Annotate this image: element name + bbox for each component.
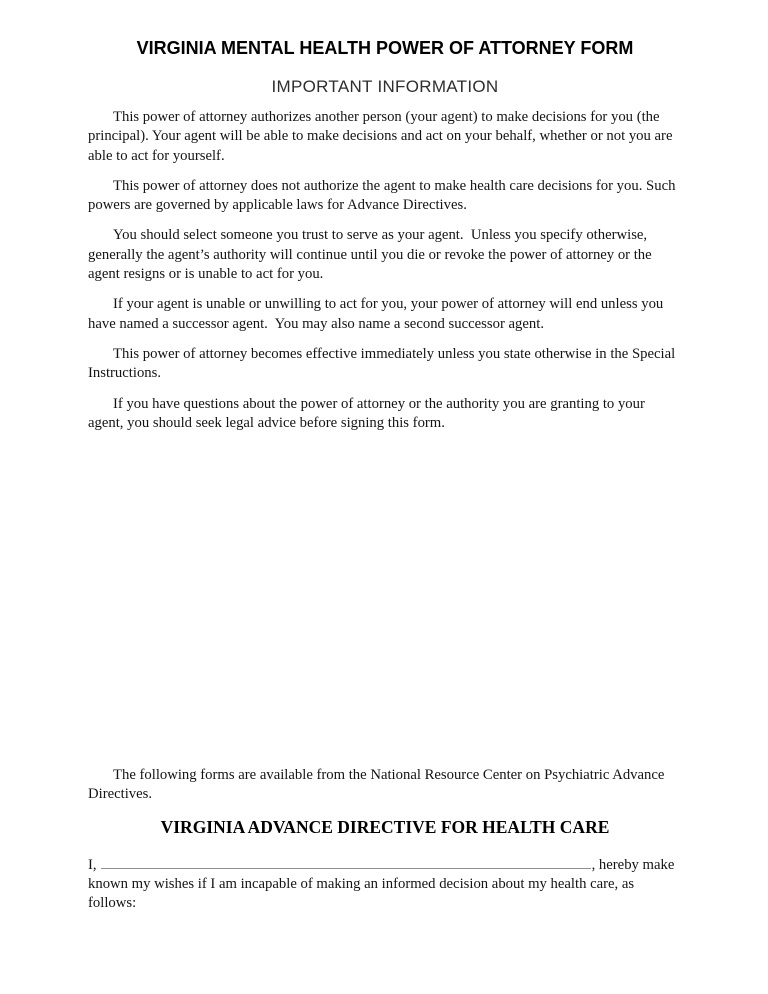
info-paragraph-legal-advice: If you have questions about the power of attorney or the authority you are granting to your agent, you should seek legal advice before signing this form. bbox=[88, 395, 649, 431]
info-paragraph-not-health-care: This power of attorney does not authorize the agent to make health care decisions for you. Such powers are governed by applicable laws for Advance Directives. bbox=[88, 177, 680, 214]
page-title: VIRGINIA MENTAL HEALTH POWER OF ATTORNEY FORM bbox=[136, 38, 634, 58]
principal-name-prefix: I, bbox=[88, 856, 97, 873]
page-subtitle: IMPORTANT INFORMATION bbox=[271, 77, 499, 96]
page-break-spacer bbox=[88, 433, 682, 755]
info-paragraph-successor-agent: If your agent is unable or unwilling to act for you, your power of attorney will end unless you have named a successor agent. You may also name a second successor agent. bbox=[88, 296, 667, 332]
info-paragraph-authorizes: This power of attorney authorizes another person (your agent) to make decisions for you (the principal). Your agent will be able to make decisions and act on your behalf, whether or not you are able to act for yourself. bbox=[88, 109, 677, 164]
document-page bbox=[0, 38, 768, 994]
info-paragraph-effective-immediately: This power of attorney becomes effective immediately unless you state otherwise in the Special Instructions. bbox=[88, 345, 679, 382]
section-heading: VIRGINIA ADVANCE DIRECTIVE FOR HEALTH CARE bbox=[160, 816, 610, 837]
declaration-continuation: , hereby make known my wishes if I am incapable of making an informed decision about my health care, as follows: bbox=[88, 856, 679, 912]
declaration-paragraph bbox=[88, 855, 682, 914]
principal-name-field[interactable] bbox=[101, 855, 591, 869]
forms-note: The following forms are available from the National Resource Center on Psychiatric Advance Directives. bbox=[88, 767, 669, 803]
info-paragraph-select-agent: You should select someone you trust to serve as your agent. Unless you specify otherwise, generally the agent’s authority will continue until you die or revoke the power of attorney or the agent resigns or is unable to act for you. bbox=[88, 227, 656, 283]
